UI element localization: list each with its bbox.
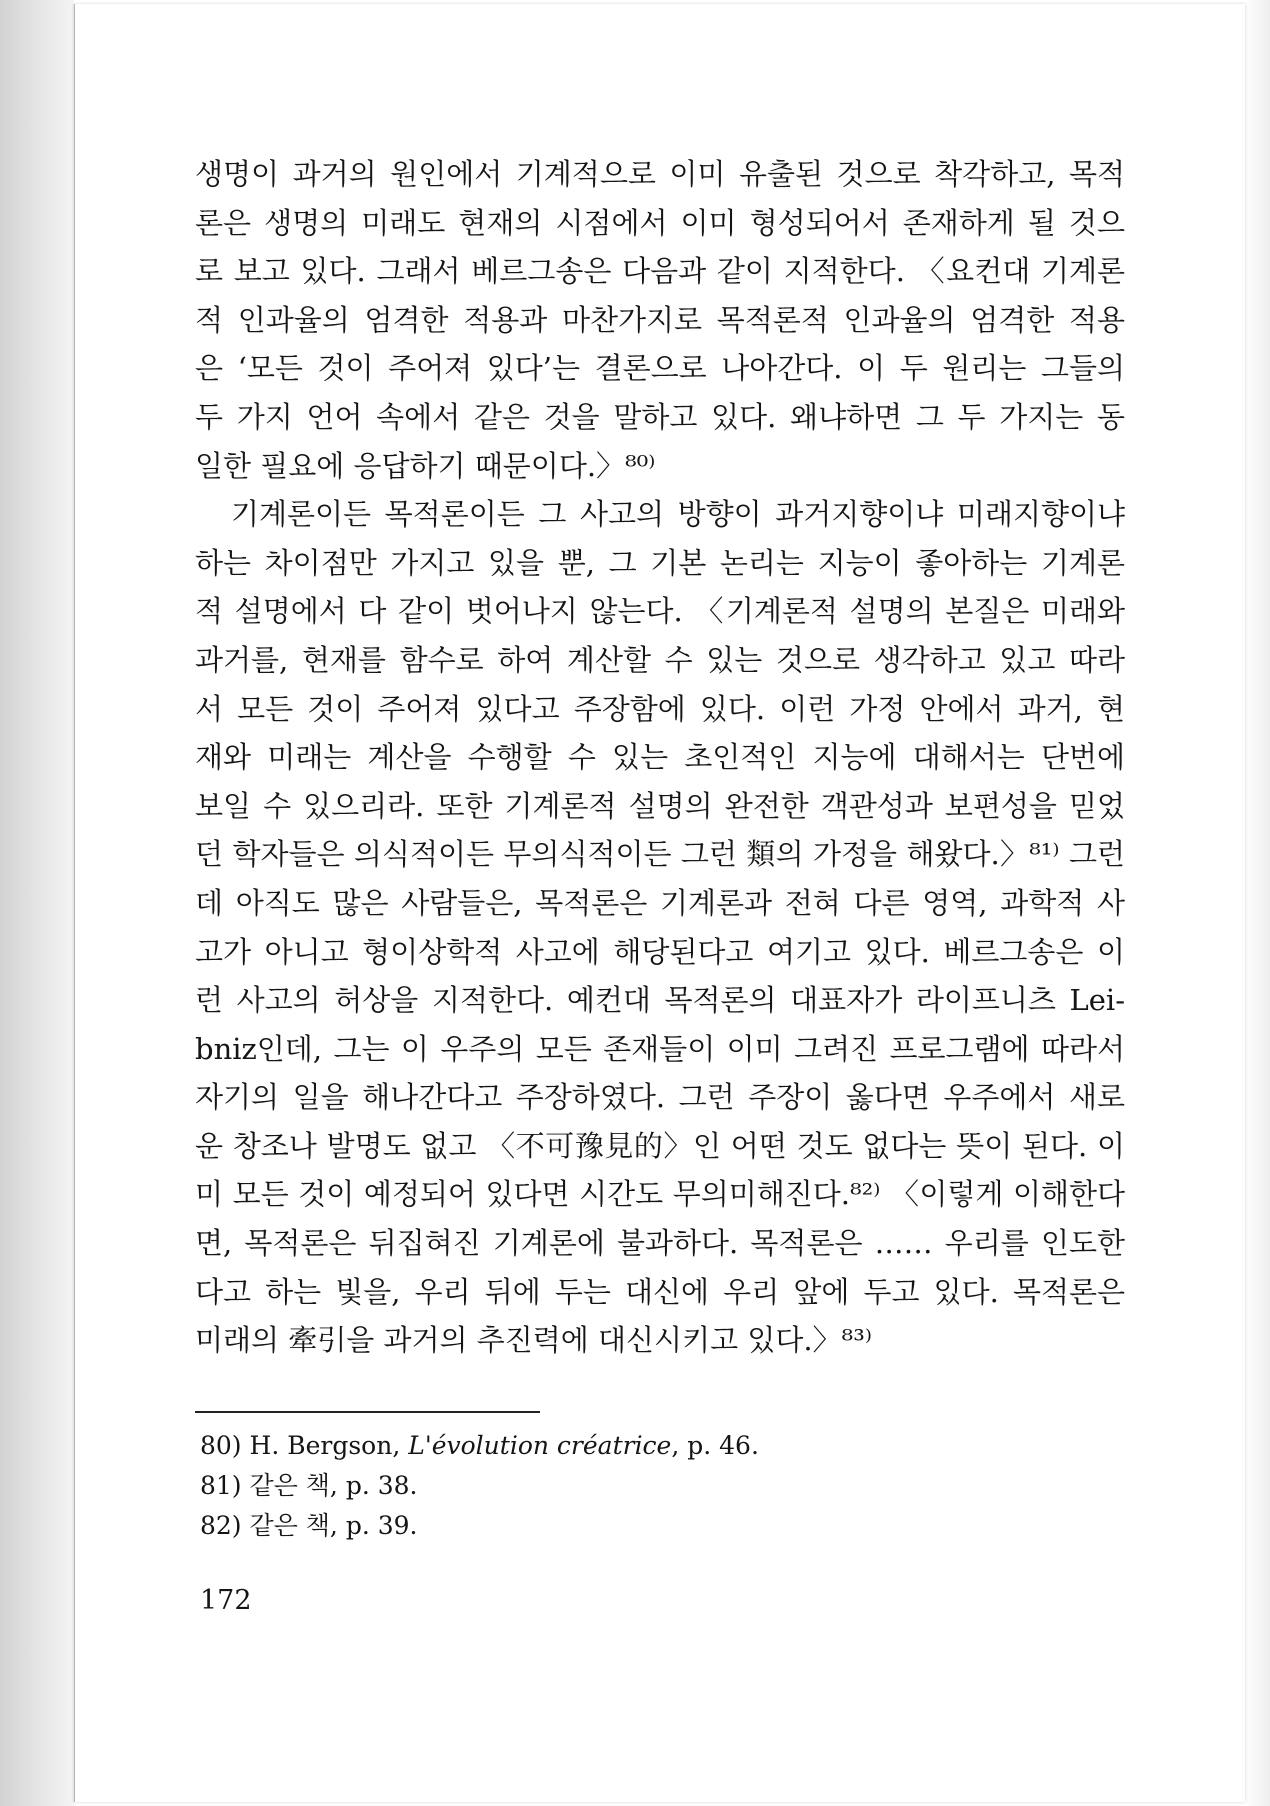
text-line: 재와 미래는 계산을 수행할 수 있는 초인적인 지능에 대해서는 단번에 xyxy=(195,740,1125,775)
text-line: 런 사고의 허상을 지적한다. 예컨대 목적론의 대표자가 라이프니츠 Lei- xyxy=(195,983,1125,1018)
text-line: 적 인과율의 엄격한 적용과 마찬가지로 목적론적 인과율의 엄격한 적용 xyxy=(195,302,1125,337)
book-page-edge xyxy=(0,0,74,1806)
text-line: 은 ‘모든 것이 주어져 있다’는 결론으로 나아간다. 이 두 원리는 그들의 xyxy=(195,351,1125,386)
text-line: 기계론이든 목적론이든 그 사고의 방향이 과거지향이냐 미래지향이냐 xyxy=(231,497,1125,532)
text-line: bniz인데, 그는 이 우주의 모든 존재들이 이미 그려진 프로그램에 따라서 xyxy=(195,1031,1125,1066)
footnote xyxy=(200,1466,759,1506)
text-line: 던 학자들은 의식적이든 무의식적이든 그런 類의 가정을 해왔다.〉⁸¹⁾ 그런 xyxy=(195,837,1125,872)
footnote-number: 81) xyxy=(200,1471,242,1500)
text-line: 미래의 牽引을 과거의 추진력에 대신시키고 있다.〉⁸³⁾ xyxy=(195,1323,872,1358)
text-line: 일한 필요에 응답하기 때문이다.〉⁸⁰⁾ xyxy=(195,448,656,483)
page-right-margin xyxy=(1244,0,1270,1806)
text-line: 적 설명에서 다 같이 벗어나지 않는다. 〈기계론적 설명의 본질은 미래와 xyxy=(195,594,1125,629)
text-line: 서 모든 것이 주어져 있다고 주장함에 있다. 이런 가정 안에서 과거, 현 xyxy=(195,691,1125,726)
text-line: 운 창조나 발명도 없고 〈不可豫見的〉인 어떤 것도 없다는 뜻이 된다. 이 xyxy=(195,1128,1125,1163)
footnote xyxy=(200,1426,759,1466)
footnote-text: 같은 책, p. 39. xyxy=(249,1511,418,1540)
text-line: 로 보고 있다. 그래서 베르그송은 다음과 같이 지적한다. 〈요컨대 기계론 xyxy=(195,254,1125,289)
page-number: 172 xyxy=(200,1585,252,1616)
text-line: 과거를, 현재를 함수로 하여 계산할 수 있는 것으로 생각하고 있고 따라 xyxy=(195,642,1125,677)
footnote-text: H. Bergson, xyxy=(249,1431,409,1460)
text-line: 면, 목적론은 뒤집혀진 기계론에 불과하다. 목적론은 …… 우리를 인도한 xyxy=(195,1226,1125,1261)
text-line: 자기의 일을 해나간다고 주장하였다. 그런 주장이 옳다면 우주에서 새로 xyxy=(195,1080,1125,1115)
footnote-number: 82) xyxy=(200,1511,242,1540)
footnote-divider xyxy=(195,1411,540,1413)
footnote xyxy=(200,1506,759,1546)
footnote-page: , p. 46. xyxy=(671,1431,759,1460)
text-line: 데 아직도 많은 사람들은, 목적론은 기계론과 전혀 다른 영역, 과학적 사 xyxy=(195,885,1125,920)
body-text xyxy=(195,150,1125,1365)
text-line: 두 가지 언어 속에서 같은 것을 말하고 있다. 왜냐하면 그 두 가지는 동 xyxy=(195,399,1125,434)
text-line: 미 모든 것이 예정되어 있다면 시간도 무의미해진다.⁸²⁾ 〈이렇게 이해한다 xyxy=(195,1177,1125,1212)
footnote-number: 80) xyxy=(200,1431,242,1460)
text-line: 하는 차이점만 가지고 있을 뿐, 그 기본 논리는 지능이 좋아하는 기계론 xyxy=(195,545,1125,580)
text-line: 보일 수 있으리라. 또한 기계론적 설명의 완전한 객관성과 보편성을 믿었 xyxy=(195,788,1125,823)
footnote-title: L'évolution créatrice xyxy=(408,1431,672,1460)
footnotes xyxy=(200,1426,759,1546)
text-line: 생명이 과거의 원인에서 기계적으로 이미 유출된 것으로 착각하고, 목적 xyxy=(195,157,1125,191)
text-line: 고가 아니고 형이상학적 사고에 해당된다고 여기고 있다. 베르그송은 이 xyxy=(195,934,1125,969)
footnote-text: 같은 책, p. 38. xyxy=(249,1471,418,1500)
text-line: 다고 하는 빛을, 우리 뒤에 두는 대신에 우리 앞에 두고 있다. 목적론은 xyxy=(195,1274,1125,1309)
text-line: 론은 생명의 미래도 현재의 시점에서 이미 형성되어서 존재하게 될 것으 xyxy=(195,205,1125,240)
